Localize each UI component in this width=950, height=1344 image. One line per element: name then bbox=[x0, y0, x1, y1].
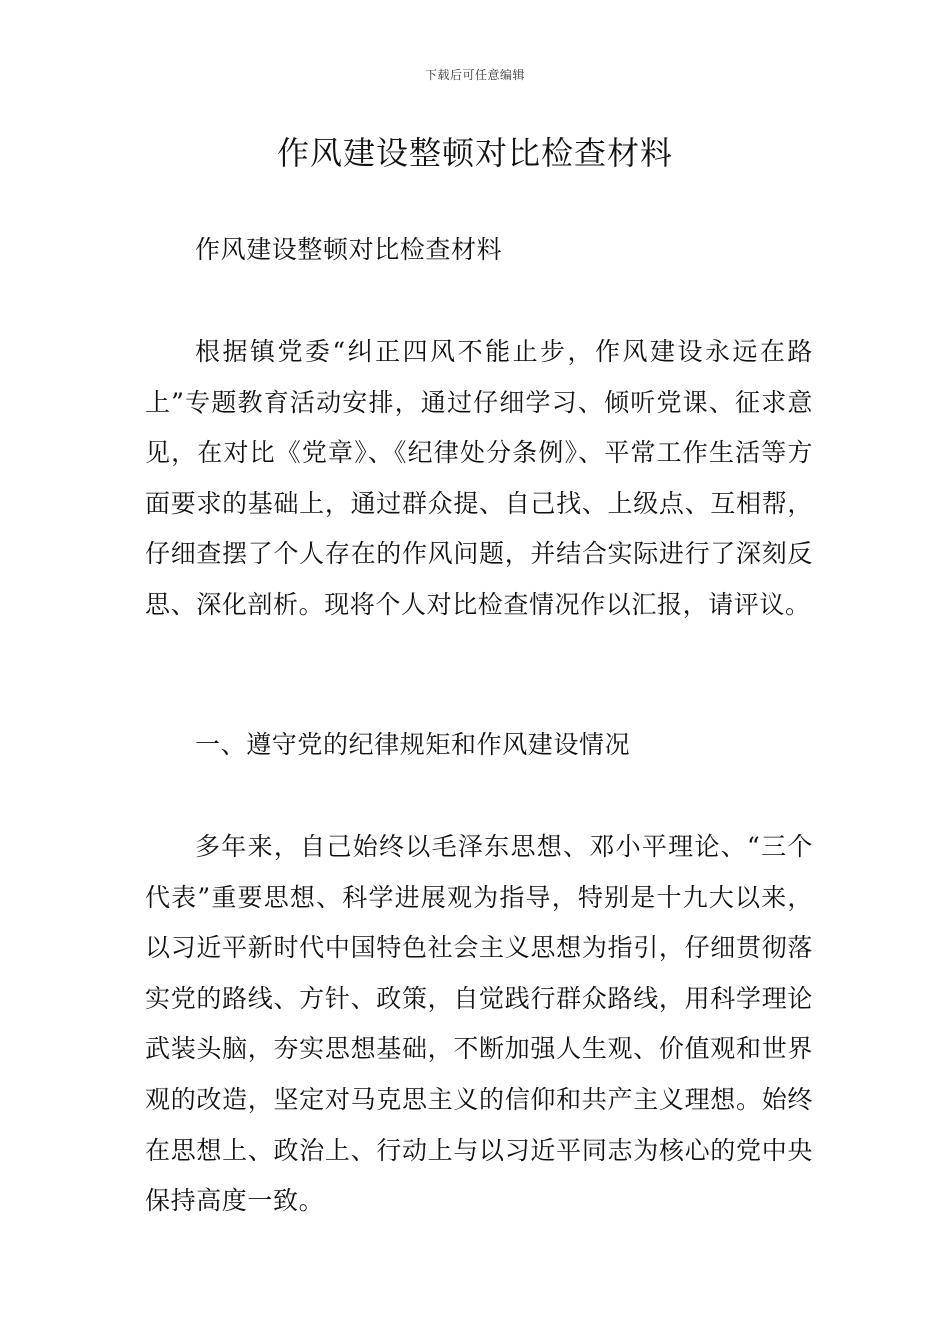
header-note: 下载后可任意编辑 bbox=[424, 68, 525, 82]
section-paragraph: 多年来，自己始终以毛泽东思想、邓小平理论、“三个代表”重要思想、科学进展观为指导，特别是十九大以来，以习近平新时代中国特色社会主义思想为指引，仔细贯彻落实党的路线、方针、政策，自觉践行群众路线，用科学理论武装头脑，夯实思想基础，不断加强人生观、价值观和世界观的改造，坚定对马克思主义的信仰和共产主义理想。始终在思想上、政治上、行动上与以习近平同志为核心的党中央保持高度一致。 bbox=[145, 832, 813, 1216]
document-title: 作风建设整顿对比检查材料 bbox=[276, 134, 673, 172]
intro-paragraph: 根据镇党委“纠正四风不能止步，作风建设永远在路上”专题教育活动安排，通过仔细学习、倾听党课、征求意见，在对比《党章》、《纪律处分条例》、平常工作生活等方面要求的基础上，通过群众提、自己找、上级点、互相帮，仔细查摆了个人存在的作风问题，并结合实际进行了深刻反思、深化剖析。现将个人对比检查情况作以汇报，请评议。 bbox=[145, 337, 813, 619]
document-subtitle: 作风建设整顿对比检查材料 bbox=[195, 235, 503, 264]
section-heading: 一、遵守党的纪律规矩和作风建设情况 bbox=[195, 730, 631, 759]
